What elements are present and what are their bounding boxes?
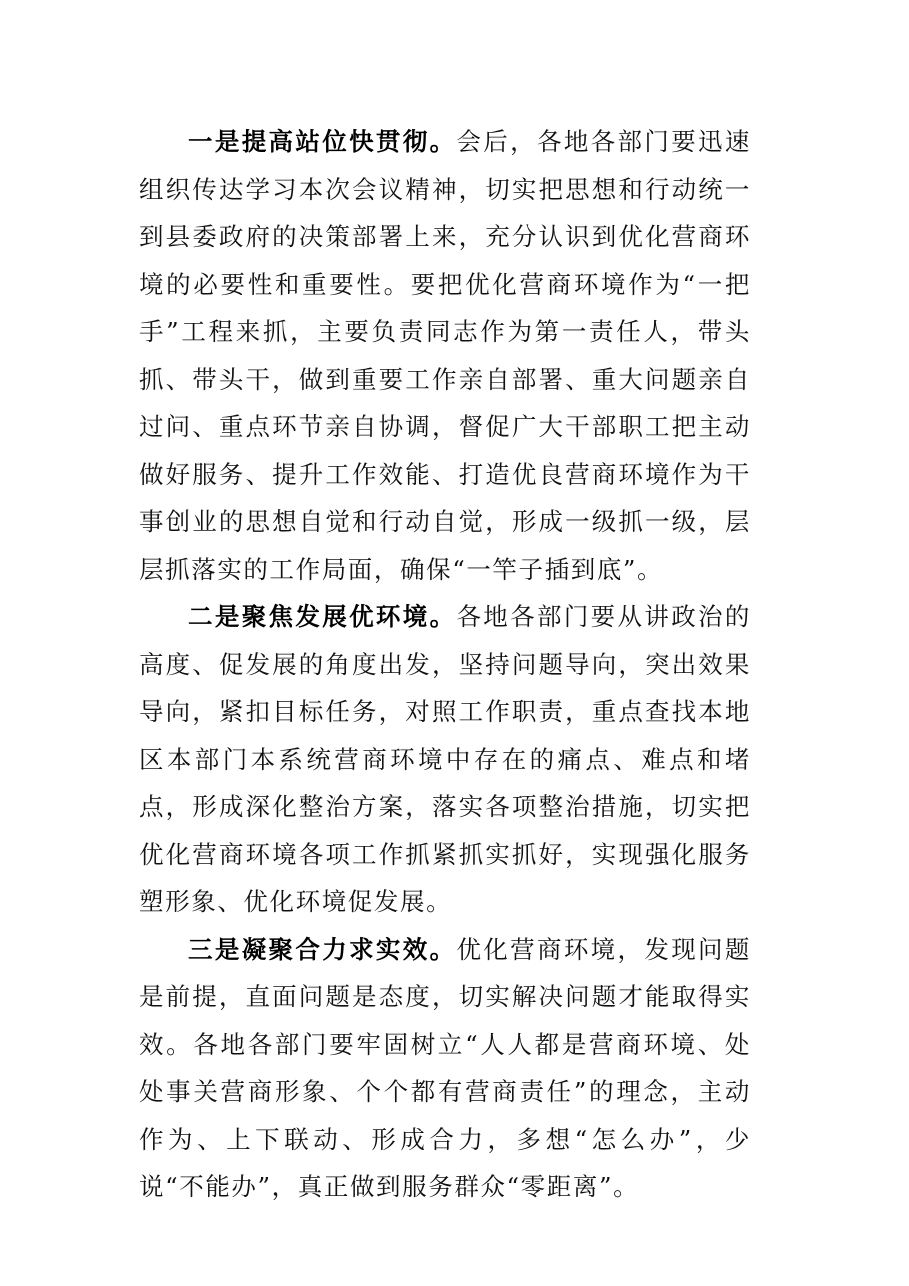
paragraph-3-lead: 三是凝聚合力求实效。 [188,934,457,964]
paragraph-1 [139,118,751,593]
paragraph-1-lead: 一是提高站位快贯彻。 [188,127,457,156]
paragraph-2-text: 各地各部门要从讲政治的高度、促发展的角度出发，坚持问题导向，突出效果导向，紧扣目标任务，对照工作职责，重点查找本地区本部门本系统营商环境中存在的痛点、难点和堵点，形成深化整治方案，落实各项整治措施，切实把优化营商环境各项工作抓紧抓实抓好，实现强化服务塑形象、优化环境促发展。 [139,602,751,916]
paragraph-3-text: 优化营商环境，发现问题是前提，直面问题是态度，切实解决问题才能取得实效。各地各部门要牢固树立“人人都是营商环境、处处事关营商形象、个个都有营商责任”的理念，主动作为、上下联动、形成合力，多想“怎么办”，少说“不能办”，真正做到服务群众“零距离”。 [139,934,751,1201]
paragraph-1-text: 会后，各地各部门要迅速组织传达学习本次会议精神，切实把思想和行动统一到县委政府的决策部署上来，充分认识到优化营商环境的必要性和重要性。要把优化营商环境作为“一把手”工程来抓，主要负责同志作为第一责任人，带头抓、带头干，做到重要工作亲自部署、重大问题亲自过问、重点环节亲自协调，督促广大干部职工把主动做好服务、提升工作效能、打造优良营商环境作为干事创业的思想自觉和行动自觉，形成一级抓一级，层层抓落实的工作局面，确保“一竿子插到底”。 [139,127,751,584]
paragraph-3 [139,926,751,1211]
document-body [139,118,751,1211]
paragraph-2 [139,593,751,926]
paragraph-2-lead: 二是聚焦发展优环境。 [188,602,457,631]
